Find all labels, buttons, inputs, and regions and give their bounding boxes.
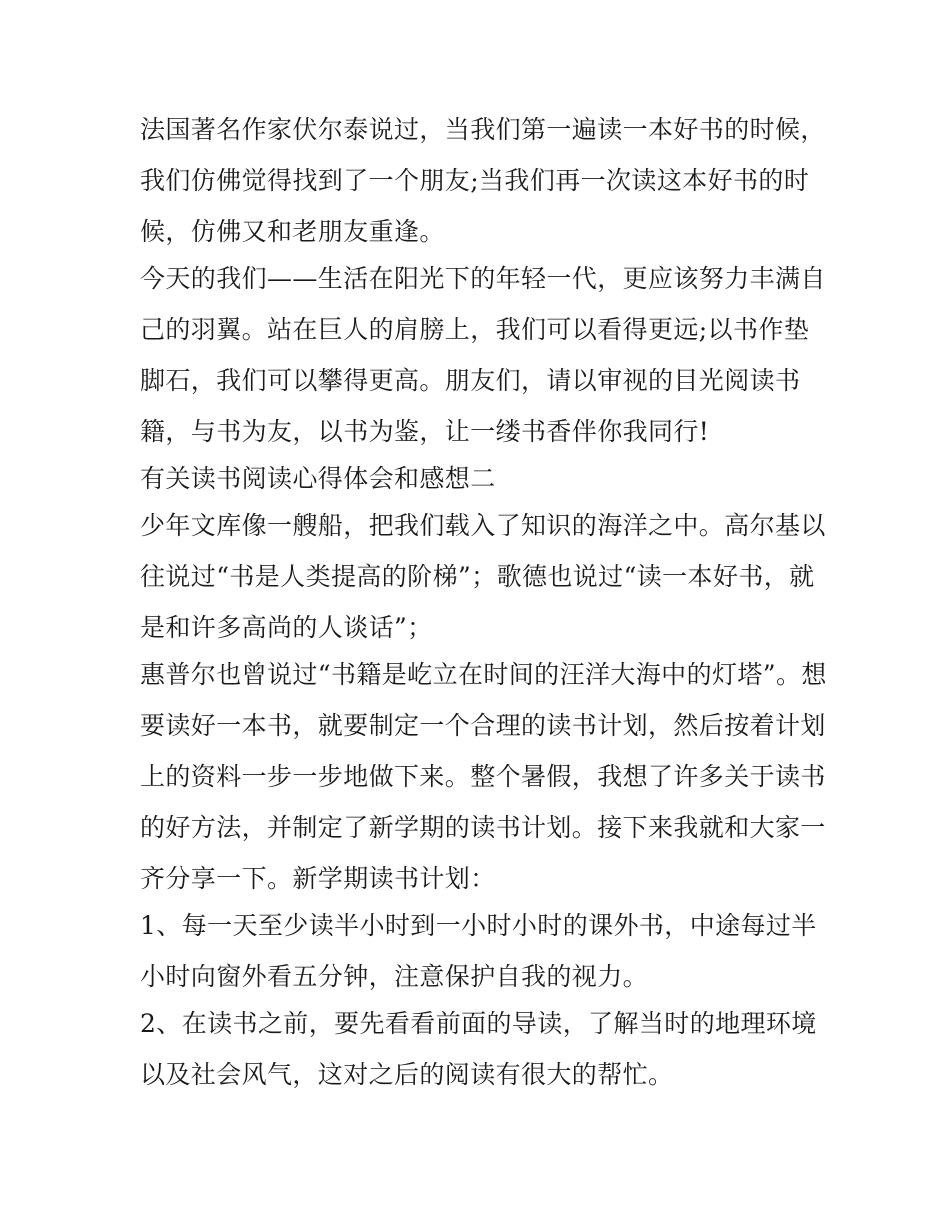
text-line-12: 惠普尔也曾说过“书籍是屹立在时间的汪洋大海中的灯塔”。想 [140, 660, 827, 689]
text-line-9: 少年文库像一艘船，把我们载入了知识的海洋之中。高尔基以 [140, 511, 826, 540]
text-line-2: 我们仿佛觉得找到了一个朋友;当我们再一次读这本好书的时 [140, 166, 810, 195]
text-line-16: 齐分享一下。新学期读书计划： [140, 864, 496, 893]
document-body [140, 104, 827, 1100]
text-line-14: 上的资料一步一步地做下来。整个暑假，我想了许多关于读书 [140, 762, 826, 791]
text-line-15: 的好方法，并制定了新学期的读书计划。接下来我就和大家一 [140, 813, 826, 842]
text-line-4: 今天的我们——生活在阳光下的年轻一代，更应该努力丰满自 [140, 264, 826, 293]
text-line-6: 脚石，我们可以攀得更高。朋友们，请以审视的目光阅读书 [140, 366, 801, 395]
text-line-1: 法国著名作家伏尔泰说过，当我们第一遍读一本好书的时候， [140, 115, 826, 144]
text-line-11: 是和许多高尚的人谈话”； [140, 613, 433, 642]
text-line-3: 候，仿佛又和老朋友重逢。 [140, 217, 445, 246]
text-line-13: 要读好一本书，就要制定一个合理的读书计划，然后按着计划 [140, 711, 826, 740]
list-item-1-line-2: 小时向窗外看五分钟，注意保护自我的视力。 [140, 962, 649, 991]
list-item-2-line-2: 以及社会风气，这对之后的阅读有很大的帮忙。 [140, 1060, 674, 1089]
text-line-7: 籍，与书为友，以书为鉴，让一缕书香伴你我同行! [140, 417, 710, 446]
list-item-1-line-1: 1、每一天至少读半小时到一小时小时的课外书，中途每过半 [140, 911, 817, 940]
text-line-10: 往说过“书是人类提高的阶梯”；歌德也说过“读一本好书，就 [140, 562, 815, 591]
list-item-2-line-1: 2、在读书之前，要先看看前面的导读，了解当时的地理环境 [140, 1009, 817, 1038]
text-line-5: 己的羽翼。站在巨人的肩膀上，我们可以看得更远;以书作垫 [140, 315, 810, 344]
section-heading: 有关读书阅读心得体会和感想二 [140, 464, 496, 493]
